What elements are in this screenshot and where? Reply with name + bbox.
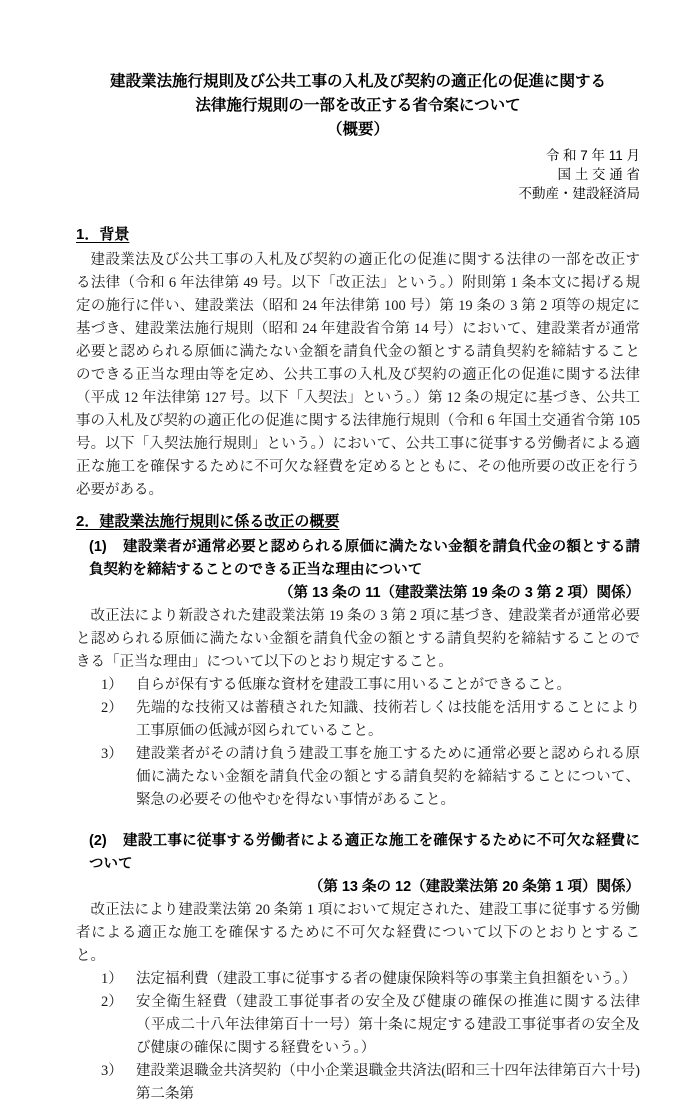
subsection-1-title: 建設業者が通常必要と認められる原価に満たない金額を請負代金の額とする請負契約を締結することのできる正当な理由について — [89, 539, 640, 578]
section-1-heading: 1．背景 — [76, 226, 130, 243]
list-item-text: 自らが保有する低廉な資材を建設工事に用いることができること。 — [136, 677, 571, 693]
title-line-2: 法律施行規則の一部を改正する省令案について — [195, 97, 521, 114]
list-item-number: 1） — [101, 677, 123, 693]
subsection-2-label: (2) — [89, 833, 107, 849]
spacer — [76, 812, 640, 821]
title-line-3: （概要） — [326, 121, 389, 138]
subsection-2-title: 建設工事に従事する労働者による適正な施工を確保するために不可欠な経費について — [89, 833, 640, 872]
subsection-2 — [76, 830, 640, 1106]
subsection-1-list — [76, 674, 640, 812]
subsection-2-list — [76, 968, 640, 1106]
subsection-2-body: 改正法により建設業法第 20 条第 1 項において規定された、建設工事に従事する労働者による適正な施工を確保するために不可欠な経費について以下のとおりとすること。 — [76, 902, 640, 964]
document-date: 令 和 7 年 11 月 — [545, 148, 640, 163]
list-item-number: 2） — [101, 994, 123, 1010]
list-item-number: 2） — [101, 700, 123, 716]
title-line-1: 建設業法施行規則及び公共工事の入札及び契約の適正化の促進に関する — [109, 73, 606, 90]
list-item — [101, 968, 640, 991]
subsection-1-heading — [76, 536, 640, 582]
subsection-1 — [76, 536, 640, 812]
section-background — [76, 225, 640, 502]
section-amendment-overview — [76, 512, 640, 1106]
list-item-number: 1） — [101, 971, 123, 987]
organization-name: 国 土 交 通 省 — [557, 167, 640, 182]
list-item — [101, 1060, 640, 1106]
section-2-heading: 2．建設業法施行規則に係る改正の概要 — [76, 513, 340, 530]
list-item — [101, 991, 640, 1060]
document-title — [76, 70, 640, 142]
list-item-text: 先端的な技術又は蓄積された知識、技術若しくは技能を活用することにより工事原価の低減が図られていること。 — [136, 700, 640, 739]
list-item-number: 3） — [101, 746, 123, 762]
meta-block — [76, 146, 640, 203]
list-item-text: 建設業者がその請け負う建設工事を施工するために通常必要と認められる原価に満たない金額を請負代金の額とする請負契約を締結することについて、緊急の必要その他やむを得ない事情があること。 — [136, 746, 640, 808]
subsection-2-reference: （第 13 条の 12（建設業法第 20 条第 1 項）関係） — [308, 879, 640, 895]
list-item — [101, 743, 640, 812]
list-item-number: 3） — [101, 1063, 123, 1079]
section-1-body: 建設業法及び公共工事の入札及び契約の適正化の促進に関する法律の一部を改正する法律（令和 6 年法律第 49 号。以下「改正法」という。）附則第 1 条本文に掲げる規定の施行に伴い、建設業法（昭和 24 年法律第 100 号）第 19 条の 3 第 2 項等の規定に基づき、建設業法施行規則（昭和 24 年建設省令第 14 号）において、建設業者が通常必要と認められる原価に満たない金額を請負代金の額とする請負契約を締結することのできる正当な理由等を定め、公共工事の入札及び契約の適正化の促進に関する法律（平成 12 年法律第 127 号。以下「入契法」という。）第 12 条の規定に基づき、公共工事の入札及び契約の適正化の促進に関する法律施行規則（令和 6 年国土交通省令第 105 号。以下「入契法施行規則」という。）において、公共工事に従事する労働者による適正な施工を確保するために不可欠な経費を定めるとともに、その他所要の改正を行う必要がある。 — [76, 252, 640, 498]
list-item — [101, 697, 640, 743]
subsection-1-label: (1) — [89, 539, 107, 555]
list-item-text: 安全衛生経費（建設工事従事者の安全及び健康の確保の推進に関する法律（平成二十八年法律第百十一号）第十条に規定する建設工事従事者の安全及び健康の確保に関する経費をいう。） — [136, 994, 640, 1056]
subsection-1-body: 改正法により新設された建設業法第 19 条の 3 第 2 項に基づき、建設業者が通常必要と認められる原価に満たない金額を請負代金の額とする請負契約を締結することのできる「正当な理由」について以下のとおり規定すること。 — [76, 608, 640, 670]
list-item — [101, 674, 640, 697]
subsection-1-reference: （第 13 条の 11（建設業法第 19 条の 3 第 2 項）関係） — [279, 585, 640, 601]
list-item-text: 法定福利費（建設工事に従事する者の健康保険料等の事業主負担額をいう。） — [136, 971, 637, 987]
subsection-2-heading — [76, 830, 640, 876]
list-item-text: 建設業退職金共済契約（中小企業退職金共済法(昭和三十四年法律第百六十号)第二条第 — [136, 1063, 640, 1102]
bureau-name: 不動産・建設経済局 — [518, 186, 640, 201]
